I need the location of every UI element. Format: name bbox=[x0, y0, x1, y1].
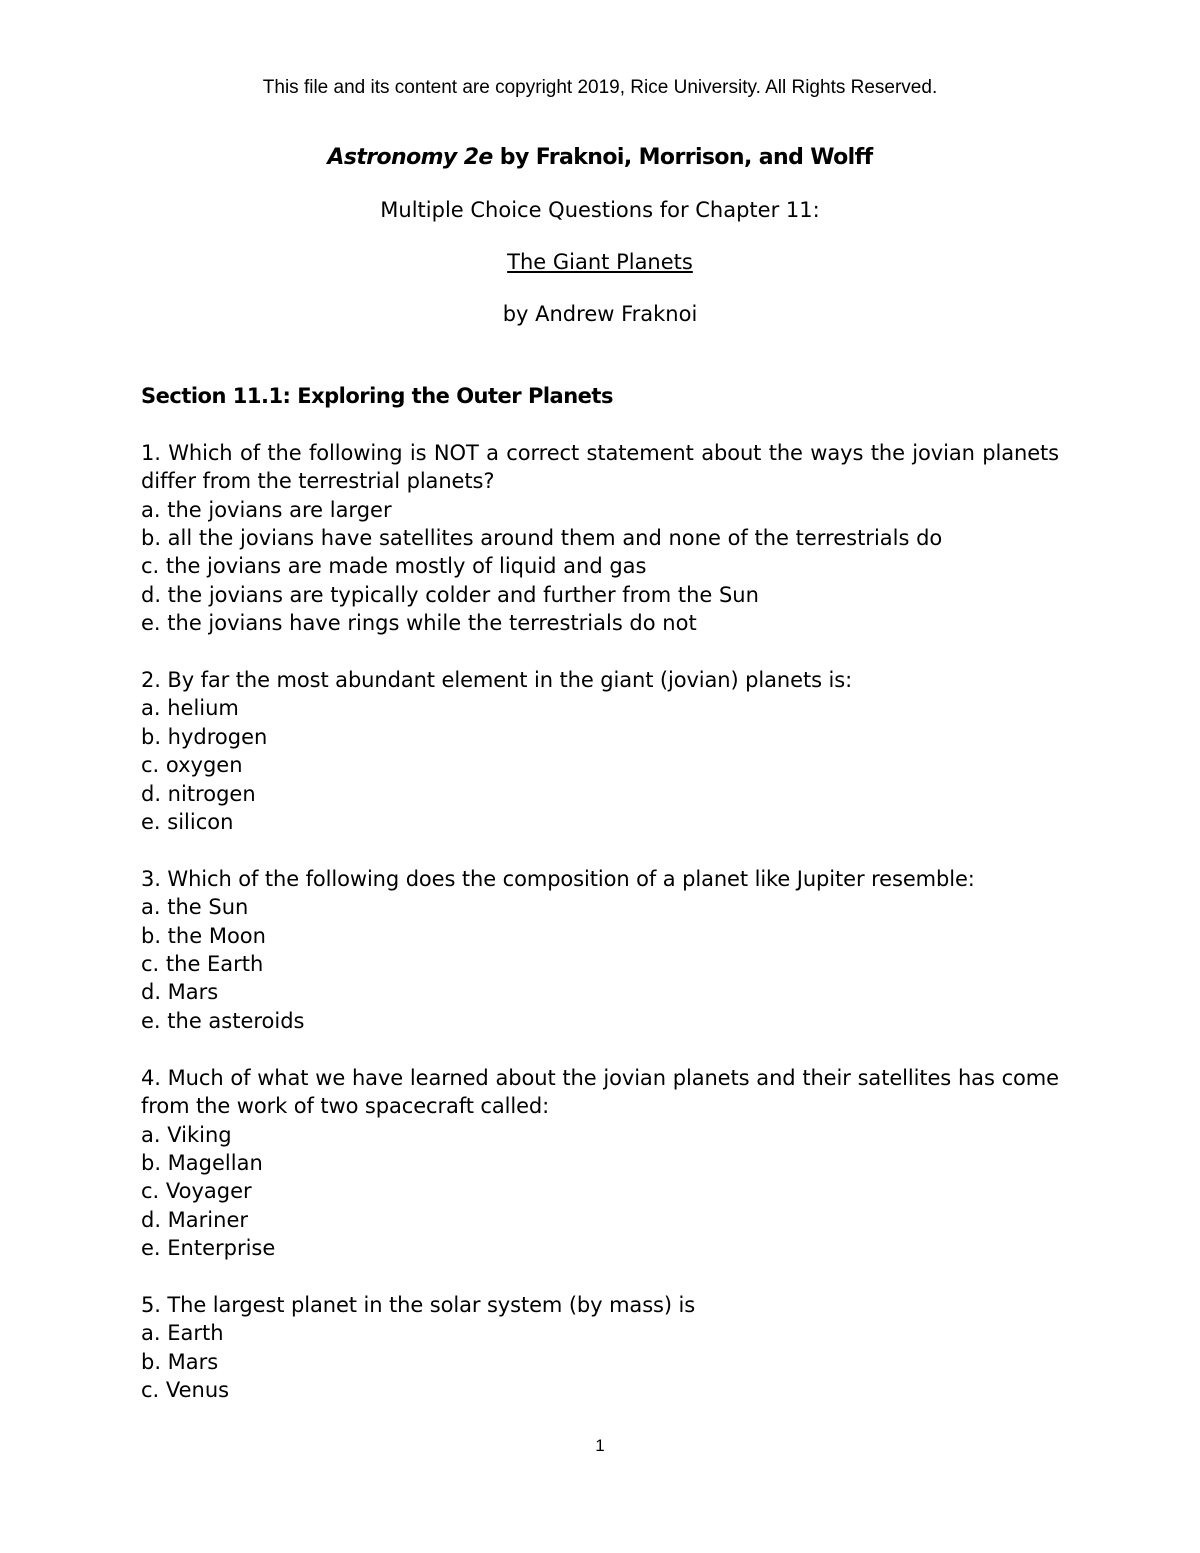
byline: by Andrew Fraknoi bbox=[502, 302, 698, 326]
answer-option: d. nitrogen bbox=[141, 781, 256, 806]
copyright-notice: This file and its content are copyright 2019, Rice University. All Rights Reserved. bbox=[262, 77, 938, 98]
book-title-italic: Astronomy 2e bbox=[327, 145, 493, 170]
answer-option: c. Voyager bbox=[141, 1179, 252, 1204]
chapter-name: The Giant Planets bbox=[507, 250, 693, 274]
question-5 bbox=[141, 1291, 1059, 1405]
answer-option: b. all the jovians have satellites around them and none of the terrestrials do bbox=[141, 526, 943, 551]
answer-option: a. Viking bbox=[141, 1122, 232, 1147]
answer-option: a. helium bbox=[141, 696, 239, 721]
answer-option: d. Mariner bbox=[141, 1207, 248, 1232]
question-stem: 2. By far the most abundant element in the giant (jovian) planets is: bbox=[141, 668, 853, 693]
answer-option: b. Magellan bbox=[141, 1150, 263, 1175]
question-4 bbox=[141, 1064, 1059, 1263]
answer-option: e. the jovians have rings while the terrestrials do not bbox=[141, 611, 697, 636]
answer-option: c. oxygen bbox=[141, 753, 243, 778]
question-stem: 3. Which of the following does the composition of a planet like Jupiter resemble: bbox=[141, 866, 975, 891]
answer-option: e. the asteroids bbox=[141, 1008, 305, 1033]
question-stem: 1. Which of the following is NOT a correct statement about the ways the jovian planets differ from the terrestrial planets? bbox=[141, 440, 1059, 494]
answer-option: b. the Moon bbox=[141, 923, 266, 948]
page-number: 1 bbox=[595, 1436, 605, 1455]
book-authors: by Fraknoi, Morrison, and Wolff bbox=[492, 145, 873, 170]
answer-option: e. silicon bbox=[141, 810, 234, 835]
answer-option: b. Mars bbox=[141, 1349, 219, 1374]
answer-option: c. Venus bbox=[141, 1378, 230, 1403]
answer-option: a. the Sun bbox=[141, 895, 249, 920]
question-2 bbox=[141, 666, 1059, 836]
question-1 bbox=[141, 439, 1059, 638]
answer-option: e. Enterprise bbox=[141, 1236, 276, 1261]
question-list bbox=[141, 382, 1059, 1433]
document-subtitle: Multiple Choice Questions for Chapter 11: bbox=[380, 198, 820, 222]
answer-option: c. the Earth bbox=[141, 952, 264, 977]
question-stem: 4. Much of what we have learned about the jovian planets and their satellites has come from the work of two spacecraft called: bbox=[141, 1065, 1059, 1119]
question-3 bbox=[141, 865, 1059, 1035]
answer-option: d. the jovians are typically colder and further from the Sun bbox=[141, 582, 759, 607]
section-heading: Section 11.1: Exploring the Outer Planets bbox=[141, 384, 613, 408]
answer-option: c. the jovians are made mostly of liquid and gas bbox=[141, 554, 647, 579]
document-title bbox=[0, 144, 1200, 172]
answer-option: d. Mars bbox=[141, 980, 219, 1005]
answer-option: a. the jovians are larger bbox=[141, 497, 392, 522]
answer-option: a. Earth bbox=[141, 1321, 224, 1346]
question-stem: 5. The largest planet in the solar system (by mass) is bbox=[141, 1292, 696, 1317]
answer-option: b. hydrogen bbox=[141, 724, 268, 749]
